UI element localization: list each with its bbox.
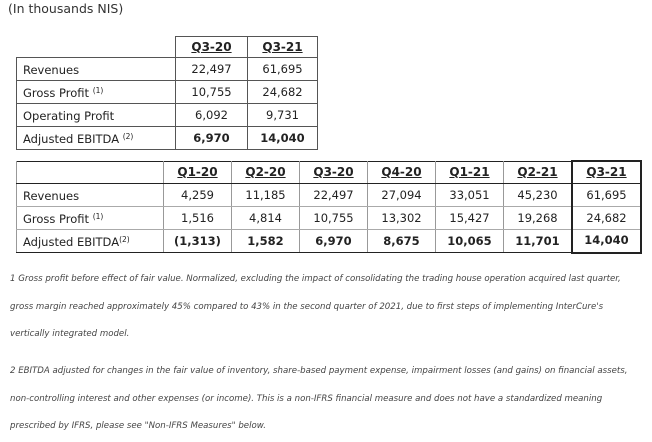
column-header: Q2-20	[232, 161, 300, 184]
cell-value: 6,092	[176, 104, 248, 127]
column-header: Q3-21	[248, 37, 318, 58]
row-label: Revenues	[17, 184, 164, 207]
footnote-ref: (1)	[92, 86, 104, 95]
row-label: Revenues	[17, 58, 176, 81]
cell-value: 61,695	[248, 58, 318, 81]
table-row	[17, 230, 642, 253]
cell-value: 61,695	[572, 184, 641, 207]
cell-value: 11,185	[232, 184, 300, 207]
cell-value: 27,094	[368, 184, 436, 207]
cell-value: 10,755	[176, 81, 248, 104]
header-blank-cell	[17, 37, 176, 58]
header-blank-cell	[17, 161, 164, 184]
footnote-2: 2 EBITDA adjusted for changes in the fair value of inventory, share-based payment expense, impairment losses (and gains) on financial assets, non-controlling interest and other expenses (or income). This is a non-IFRS financial measure and does not have a standardized meaning prescribed by IFRS, please see "Non-IFRS Measures" below.	[10, 366, 628, 431]
cell-value: 11,701	[504, 230, 573, 253]
table-row	[17, 104, 318, 127]
cell-value: 10,065	[436, 230, 504, 253]
footnote-ref: (1)	[92, 212, 104, 221]
unit-label: (In thousands NIS)	[8, 1, 124, 16]
cell-value: 45,230	[504, 184, 573, 207]
row-label: Adjusted EBITDA $^{(2)}$	[17, 127, 176, 150]
quarterly-table	[16, 160, 642, 254]
table-row	[17, 207, 642, 230]
cell-value: (1,313)	[164, 230, 232, 253]
column-header: Q3-20	[176, 37, 248, 58]
table-row	[17, 127, 318, 150]
cell-value: 4,259	[164, 184, 232, 207]
row-label: Operating Profit	[17, 104, 176, 127]
column-header: Q2-21	[504, 161, 573, 184]
cell-value: 14,040	[572, 230, 641, 253]
cell-value: 8,675	[368, 230, 436, 253]
row-label: Gross Profit $^{(1)}$	[17, 207, 164, 230]
table-row	[17, 184, 642, 207]
footnote-ref: (2)	[119, 235, 130, 244]
cell-value: 6,970	[176, 127, 248, 150]
cell-value: 19,268	[504, 207, 573, 230]
cell-value: 1,516	[164, 207, 232, 230]
table-header-row	[17, 37, 318, 58]
footnote-1: 1 Gross profit before effect of fair value. Normalized, excluding the impact of consolidating the trading house operation acquired last quarter, gross margin reached approximately 45% compared to 43% in the second quarter of 2021, due to first steps of implementing InterCure's vertically integrated model.	[10, 274, 621, 339]
table-row	[17, 58, 318, 81]
cell-value: 24,682	[248, 81, 318, 104]
column-header: Q3-20	[300, 161, 368, 184]
cell-value: 24,682	[572, 207, 641, 230]
table-row	[17, 81, 318, 104]
row-label: Adjusted EBITDA$^{(2)}$	[17, 230, 164, 253]
summary-table	[16, 36, 318, 150]
cell-value: 22,497	[300, 184, 368, 207]
cell-value: 14,040	[248, 127, 318, 150]
column-header: Q1-20	[164, 161, 232, 184]
cell-value: 33,051	[436, 184, 504, 207]
column-header-highlighted: Q3-21	[572, 161, 641, 184]
column-header: Q1-21	[436, 161, 504, 184]
cell-value: 4,814	[232, 207, 300, 230]
cell-value: 9,731	[248, 104, 318, 127]
column-header: Q4-20	[368, 161, 436, 184]
cell-value: 6,970	[300, 230, 368, 253]
cell-value: 13,302	[368, 207, 436, 230]
cell-value: 10,755	[300, 207, 368, 230]
row-label: Gross Profit $^{(1)}$	[17, 81, 176, 104]
cell-value: 22,497	[176, 58, 248, 81]
table-header-row	[17, 161, 642, 184]
footnote-ref: (2)	[122, 132, 134, 141]
cell-value: 1,582	[232, 230, 300, 253]
cell-value: 15,427	[436, 207, 504, 230]
